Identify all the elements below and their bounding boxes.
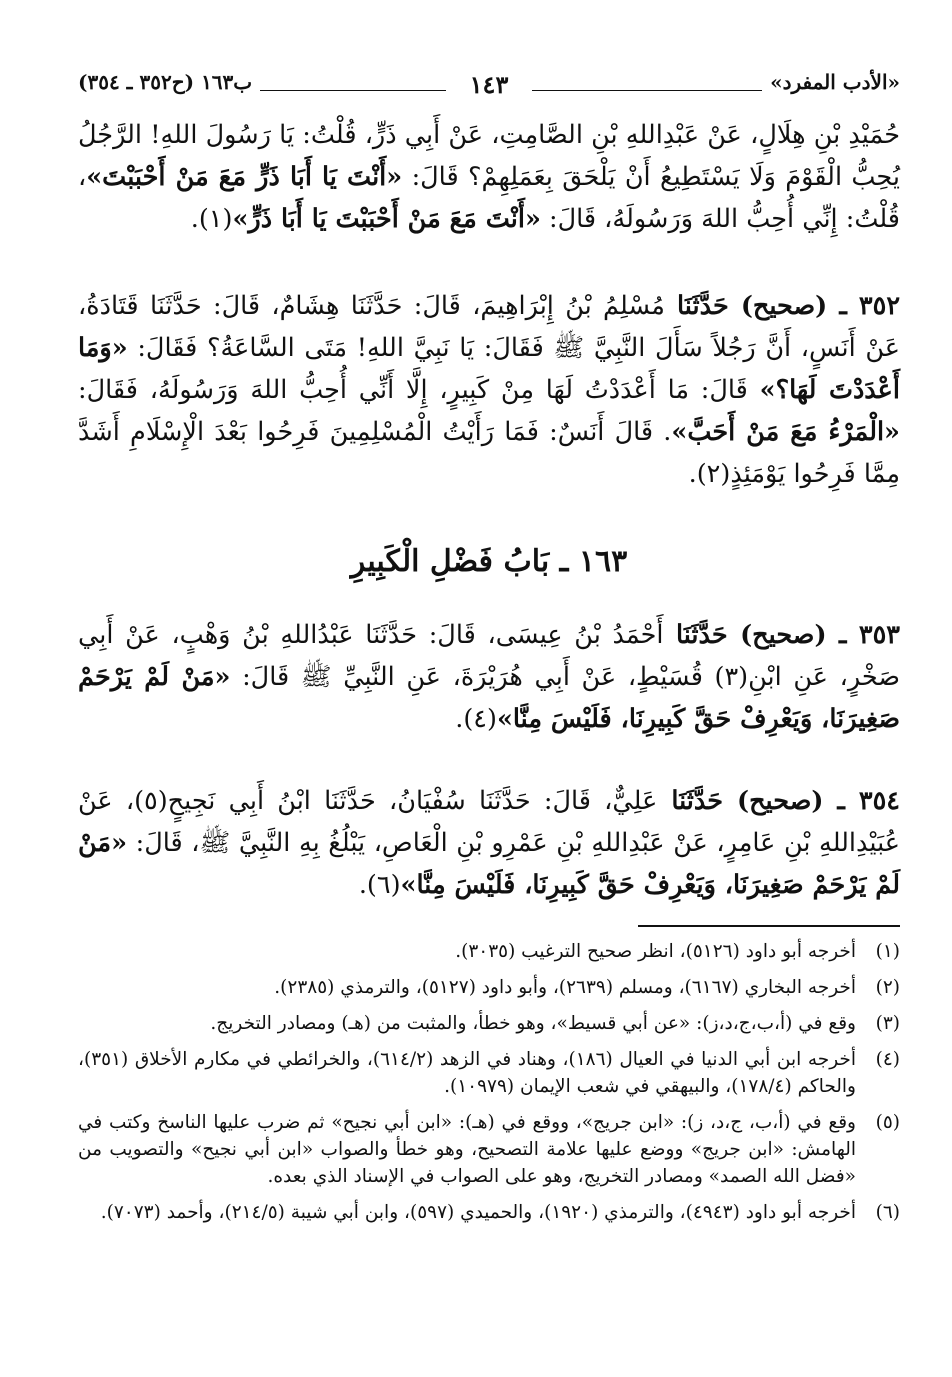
bold-text-segment: «مَنْ لَمْ يَرْحَمْ صَغِيرَنَا، وَيَعْرِفْ حَقَّ كَبِيرِنَا، فَلَيْسَ مِنَّا» (78, 828, 900, 900)
chapter-title: ١٦٣ ـ بَابُ فَضْلِ الْكَبِيرِ (350, 544, 628, 579)
chapter-reference: ب١٦٣ (ح٣٥٢ ـ ٣٥٤) (77, 70, 253, 94)
book-page (78, 70, 900, 1360)
footnote (78, 1199, 900, 1226)
footnote (78, 1010, 900, 1037)
footnote-text: أخرجه ابن أبي الدنيا في العيال (١٨٦)، وهناد في الزهد (٦١٤/٢)، والخرائطي في مكارم الأخلاق (٣٥١)، والحاكم (١٧٨/٤)، والبيهقي في شعب الإيمان (١٠٩٧٩). (78, 1049, 856, 1097)
text-segment: (١). (190, 204, 233, 234)
footnote (78, 974, 900, 1001)
hadith-352 (78, 285, 900, 495)
hadith-354 (78, 780, 900, 906)
text-segment: أَحْمَدُ بْنُ عِيسَى، قَالَ: حَدَّثَنَا عَبْدُاللهِ بْنُ وَهْبٍ، عَنْ أَبِي صَخْرٍ، عَنِ ابْنِ(٣) قُسَيْطٍ، عَنْ أَبِي هُرَيْرَةَ، عَنِ النَّبِيِّ ﷺ قَالَ: (78, 620, 901, 692)
footnote-separator (638, 925, 900, 927)
text-segment: قَالَ: مَا أَعْدَدْتُ لَهَا مِنْ كَبِيرٍ، إِلَّا أَنِّي أُحِبُّ اللهَ وَرَسُولَهُ، فَقَالَ: (78, 375, 760, 405)
footnote-text: أخرجه أبو داود (٤٩٤٣)، والترمذي (١٩٢٠)، والحميدي (٥٩٧)، وابن أبي شيبة (٢١٤/٥)، وأحمد (٧٠٧٣). (100, 1202, 856, 1223)
footnote-text: وقع في (أ،ب، ج،د، ز): «ابن جريج»، ووقع في (هـ): «ابن أبي نجيح» ثم ضرب عليها الناسخ وكتب في الهامش: «ابن جريج» ووضع عليها علامة التصحيح، وهو خطأ والصواب «ابن أبي نجيح» والتصويب من «فضل الله الصمد» ومصادر التخريج، وهو على الصواب في الإسناد الذي بعده. (78, 1112, 856, 1187)
book-title: «الأدب المفرد» (770, 70, 900, 94)
footnote-number: (٣) (875, 1013, 900, 1034)
footnote-number: (٢) (875, 977, 900, 998)
footnote-number: (١) (875, 941, 900, 962)
text-segment: (٤). (455, 704, 497, 734)
page-number: ١٤٣ (469, 70, 509, 99)
bold-text-segment: «الْمَرْءُ مَعَ مَنْ أَحَبَّ» (671, 417, 900, 447)
paragraph-continuation (78, 114, 900, 240)
bold-text-segment: «وَمَا أَعْدَدْتَ لَهَا؟» (78, 333, 900, 405)
footnote (78, 938, 900, 965)
footnote (78, 1109, 900, 1190)
footnotes (78, 938, 900, 1235)
footnote-number: (٥) (875, 1112, 900, 1133)
running-header (78, 70, 900, 106)
header-right (532, 70, 900, 94)
bold-text-segment: «أَنْتَ مَعَ مَنْ أَحْبَبْتَ يَا أَبَا ذَرٍّ» (232, 204, 541, 234)
bold-text-segment: ٣٥٢ ـ (صحيح) حَدَّثَنَا (664, 291, 901, 321)
footnote-text: أخرجه البخاري (٦١٦٧)، ومسلم (٢٦٣٩)، وأبو داود (٥١٢٧)، والترمذي (٢٣٨٥). (274, 977, 856, 998)
hadith-353 (78, 614, 900, 740)
footnote-number: (٤) (875, 1049, 900, 1070)
header-rule (260, 90, 446, 91)
header-left (78, 70, 446, 94)
text-segment: حُمَيْدِ بْنِ هِلَالٍ، عَنْ عَبْدِاللهِ بْنِ الصَّامِتِ، عَنْ أَبِي ذَرٍّ، قُلْتُ: يَا رَسُولَ اللهِ! الرَّجُلُ يُحِبُّ الْقَوْمَ وَلَا يَسْتَطِيعُ أَنْ يَلْحَقَ بِعَمَلِهِمْ؟ قَالَ: (78, 120, 900, 192)
bold-text-segment: «مَنْ لَمْ يَرْحَمْ صَغِيرَنَا، وَيَعْرِفْ حَقَّ كَبِيرِنَا، فَلَيْسَ مِنَّا» (78, 662, 900, 734)
bold-text-segment: ٣٥٤ ـ (صحيح) حَدَّثَنَا (657, 786, 900, 816)
text-segment: ، قُلْتُ: إِنِّي أُحِبُّ اللهَ وَرَسُولَهُ، قَالَ: (78, 162, 900, 234)
footnote-text: أخرجه أبو داود (٥١٢٦)، انظر صحيح الترغيب (٣٠٣٥). (455, 941, 856, 962)
text-segment: عَلِيٌّ، قَالَ: حَدَّثَنَا سُفْيَانُ، حَدَّثَنَا ابْنُ أَبِي نَجِيحٍ(٥)، عَنْ عُبَيْدِاللهِ بْنِ عَامِرٍ، عَنْ عَبْدِاللهِ بْنِ عَمْرِو بْنِ الْعَاصِ، يَبْلُغُ بِهِ النَّبِيَّ ﷺ، قَالَ: (78, 786, 900, 858)
bold-text-segment: «أَنْتَ يَا أَبَا ذَرٍّ مَعَ مَنْ أَحْبَبْتَ» (86, 162, 403, 192)
text-segment: (٦). (358, 870, 401, 900)
text-segment: مُسْلِمُ بْنُ إِبْرَاهِيمَ، قَالَ: حَدَّثَنَا هِشَامٌ، قَالَ: حَدَّثَنَا قَتَادَةُ، عَنْ أَنَسٍ، أَنَّ رَجُلاً سَأَلَ النَّبِيَّ ﷺ فَقَالَ: يَا نَبِيَّ اللهِ! مَتَى السَّاعَةُ؟ فَقَالَ: (78, 291, 900, 363)
text-segment: . قَالَ أَنَسٌ: فَمَا رَأَيْتُ الْمُسْلِمِينَ فَرِحُوا بَعْدَ الْإِسْلَامِ أَشَدَّ مِمَّا فَرِحُوا يَوْمَئِذٍ(٢). (78, 417, 900, 489)
footnote-text: وقع في (أ،ب،ج،د،ز): «عن أبي قسيط»، وهو خطأ، والمثبت من (هـ) ومصادر التخريج. (210, 1013, 856, 1034)
header-rule (532, 90, 762, 91)
footnote (78, 1046, 900, 1100)
footnote-number: (٦) (875, 1202, 900, 1223)
bold-text-segment: ٣٥٣ ـ (صحيح) حَدَّثَنَا (663, 620, 900, 650)
